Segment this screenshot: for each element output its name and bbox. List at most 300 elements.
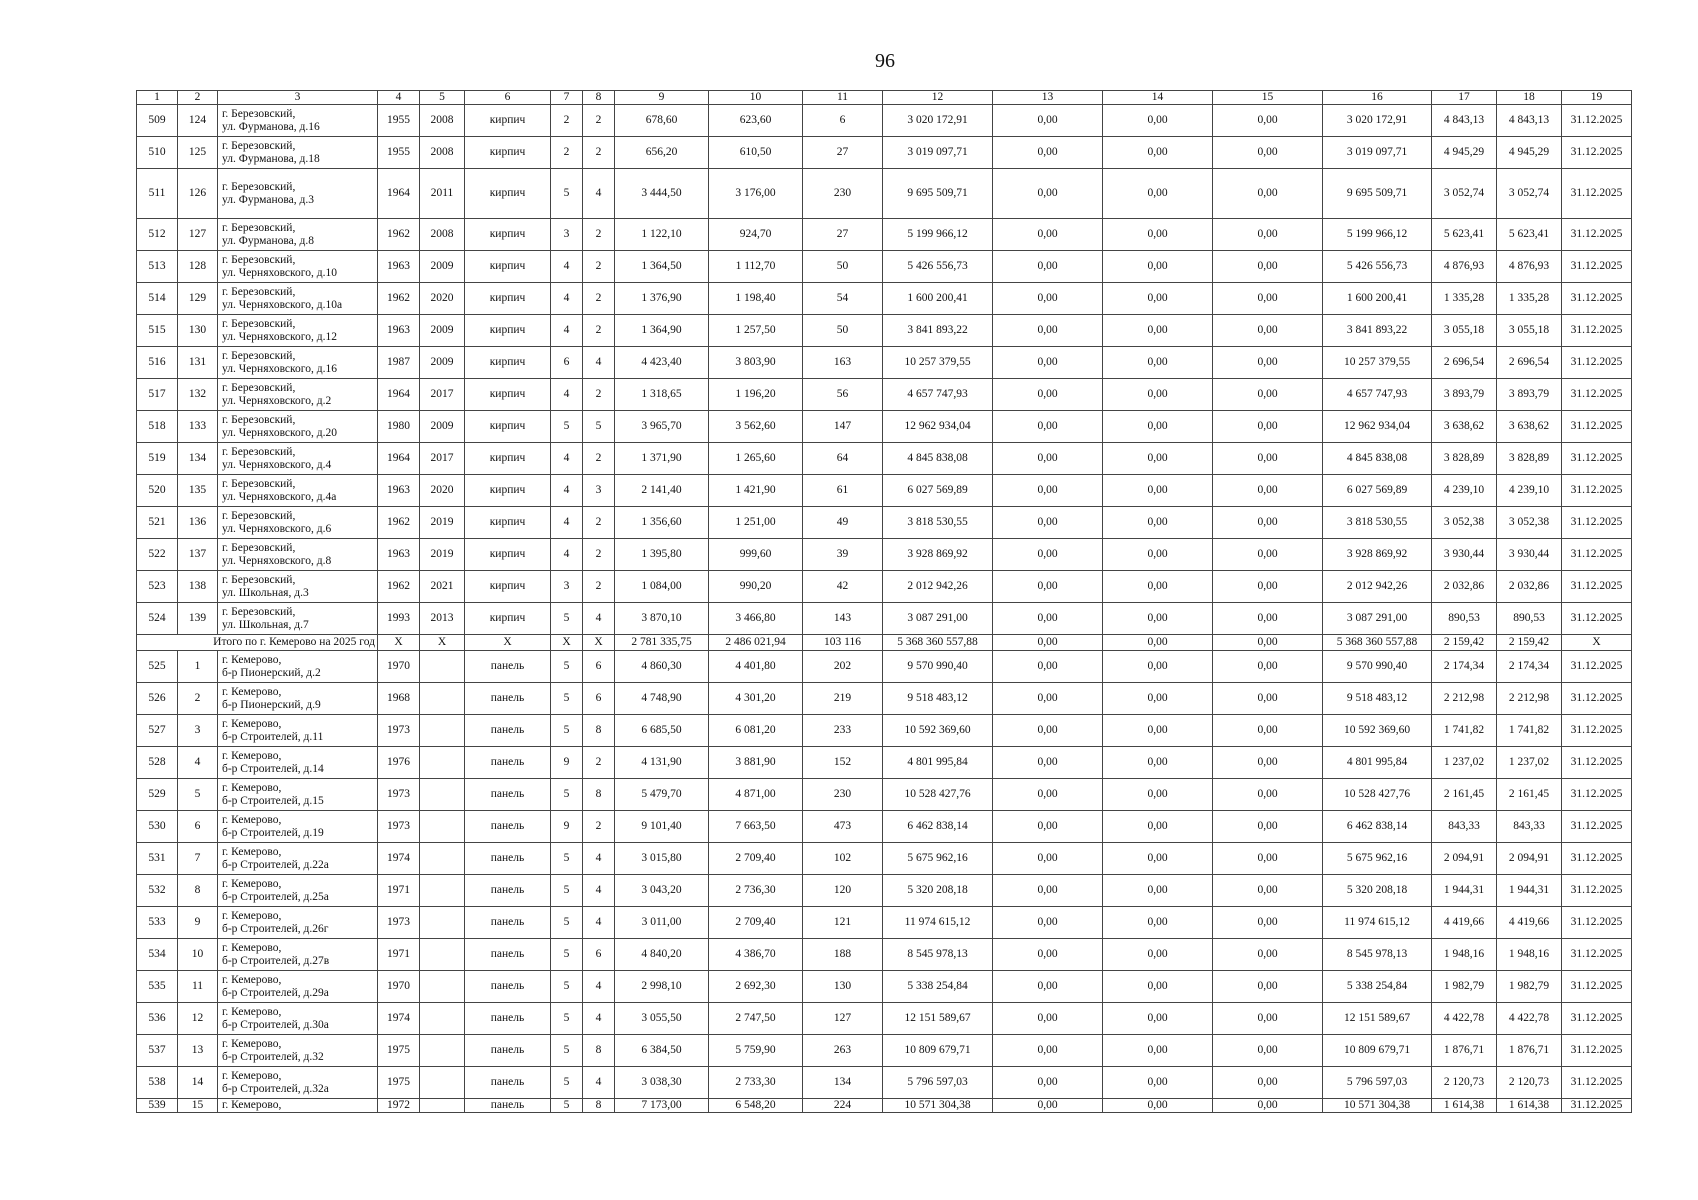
cost-14: 0,00 <box>1103 411 1213 443</box>
total-cost: 12 151 589,67 <box>883 1003 993 1035</box>
address-city: г. Березовский, <box>222 541 296 554</box>
year-repair <box>420 939 465 971</box>
row-number: 534 <box>137 939 178 971</box>
cost-14: 0,00 <box>1103 475 1213 507</box>
row-number: 517 <box>137 379 178 411</box>
unit-cost-18: 1 614,38 <box>1497 1099 1562 1113</box>
living-area: 4 386,70 <box>709 939 803 971</box>
row-number: 516 <box>137 347 178 379</box>
deadline: 31.12.2025 <box>1562 539 1632 571</box>
unit-cost-18: 1 237,02 <box>1497 747 1562 779</box>
total-row <box>137 635 1632 651</box>
housing-register-table <box>136 90 1632 1113</box>
address-street: б-р Строителей, д.22а <box>222 858 329 871</box>
cost-16: 5 199 966,12 <box>1323 219 1432 251</box>
column-number-cell: 7 <box>551 91 583 105</box>
cost-13: 0,00 <box>993 539 1103 571</box>
cost-14: 0,00 <box>1103 811 1213 843</box>
column-number-cell: 8 <box>583 91 615 105</box>
wall-material: панель <box>465 907 551 939</box>
address-cell <box>218 939 378 971</box>
row-number: 519 <box>137 443 178 475</box>
total-cost: 10 528 427,76 <box>883 779 993 811</box>
residents: 143 <box>803 603 883 635</box>
cost-16: 12 962 934,04 <box>1323 411 1432 443</box>
cost-15: 0,00 <box>1213 1067 1323 1099</box>
cost-14: 0,00 <box>1103 1003 1213 1035</box>
unit-cost-17: 2 120,73 <box>1432 1067 1497 1099</box>
cost-13: 0,00 <box>993 1035 1103 1067</box>
entrances: 4 <box>583 603 615 635</box>
column-number-cell: 9 <box>615 91 709 105</box>
row-number: 525 <box>137 651 178 683</box>
year-built: 1963 <box>378 475 420 507</box>
cost-15: 0,00 <box>1213 539 1323 571</box>
cost-16: 3 818 530,55 <box>1323 507 1432 539</box>
residents: 6 <box>803 105 883 137</box>
column-number-cell: 10 <box>709 91 803 105</box>
address-street: б-р Строителей, д.14 <box>222 762 324 775</box>
entrances: 2 <box>583 747 615 779</box>
address-cell <box>218 747 378 779</box>
cost-16: 6 462 838,14 <box>1323 811 1432 843</box>
floors: 5 <box>551 1035 583 1067</box>
wall-material: кирпич <box>465 105 551 137</box>
wall-material: панель <box>465 683 551 715</box>
table-row <box>137 1035 1632 1067</box>
total-cost: 5 199 966,12 <box>883 219 993 251</box>
row-number: 518 <box>137 411 178 443</box>
cost-13: 0,00 <box>993 251 1103 283</box>
table-row <box>137 571 1632 603</box>
address-street: б-р Строителей, д.19 <box>222 826 324 839</box>
total-cost: 5 426 556,73 <box>883 251 993 283</box>
year-repair <box>420 683 465 715</box>
address-city: г. Березовский, <box>222 605 296 618</box>
cost-16: 9 518 483,12 <box>1323 683 1432 715</box>
total-cost: 5 338 254,84 <box>883 971 993 1003</box>
cost-13: 0,00 <box>993 507 1103 539</box>
address-city: г. Кемерово, <box>222 781 282 794</box>
address-street: б-р Строителей, д.29а <box>222 986 329 999</box>
address-cell <box>218 283 378 315</box>
row-number: 529 <box>137 779 178 811</box>
year-repair: 2013 <box>420 603 465 635</box>
address-cell <box>218 1035 378 1067</box>
floors: 4 <box>551 539 583 571</box>
year-repair <box>420 811 465 843</box>
year-built: 1993 <box>378 603 420 635</box>
entrances: 8 <box>583 779 615 811</box>
total-area: 1 364,50 <box>615 251 709 283</box>
residents: 473 <box>803 811 883 843</box>
year-repair <box>420 907 465 939</box>
address-street: ул. Черняховского, д.10а <box>222 298 343 311</box>
living-area: 3 466,80 <box>709 603 803 635</box>
wall-material: кирпич <box>465 411 551 443</box>
address-city: г. Березовский, <box>222 221 296 234</box>
floors: 4 <box>551 283 583 315</box>
cost-13: 0,00 <box>993 169 1103 219</box>
table-row <box>137 779 1632 811</box>
address-cell <box>218 137 378 169</box>
wall-material: панель <box>465 1067 551 1099</box>
row-number: 538 <box>137 1067 178 1099</box>
address-cell <box>218 875 378 907</box>
row-number: 513 <box>137 251 178 283</box>
cost-16: 4 657 747,93 <box>1323 379 1432 411</box>
cost-15: 0,00 <box>1213 251 1323 283</box>
residents: 233 <box>803 715 883 747</box>
floors: 5 <box>551 939 583 971</box>
address-street: ул. Черняховского, д.2 <box>222 394 332 407</box>
unit-cost-18: 843,33 <box>1497 811 1562 843</box>
cost-14: 0,00 <box>1103 219 1213 251</box>
address-cell <box>218 379 378 411</box>
total-cost: 2 012 942,26 <box>883 571 993 603</box>
unit-cost-18: 3 055,18 <box>1497 315 1562 347</box>
cost-16: 5 320 208,18 <box>1323 875 1432 907</box>
floors: 5 <box>551 1067 583 1099</box>
unit-cost-18: 5 623,41 <box>1497 219 1562 251</box>
cost-14: 0,00 <box>1103 169 1213 219</box>
residents: 134 <box>803 1067 883 1099</box>
floors: 4 <box>551 507 583 539</box>
row-number: 536 <box>137 1003 178 1035</box>
unit-cost-18: 3 638,62 <box>1497 411 1562 443</box>
cost-15: 0,00 <box>1213 105 1323 137</box>
address-cell <box>218 411 378 443</box>
cost-14: 0,00 <box>1103 683 1213 715</box>
entrances: 4 <box>583 971 615 1003</box>
wall-material: кирпич <box>465 283 551 315</box>
total-cost: 4 801 995,84 <box>883 747 993 779</box>
total-area: 1 122,10 <box>615 219 709 251</box>
year-built: 1964 <box>378 379 420 411</box>
deadline: 31.12.2025 <box>1562 603 1632 635</box>
year-repair: 2009 <box>420 315 465 347</box>
unit-cost-17: 4 239,10 <box>1432 475 1497 507</box>
row-index: 127 <box>178 219 218 251</box>
row-number: 526 <box>137 683 178 715</box>
address-city: г. Березовский, <box>222 253 296 266</box>
address-street: ул. Черняховского, д.6 <box>222 522 332 535</box>
floors: 4 <box>551 379 583 411</box>
cost-16: 3 841 893,22 <box>1323 315 1432 347</box>
address-city: г. Березовский, <box>222 509 296 522</box>
total-area: 3 015,80 <box>615 843 709 875</box>
total-cost: 10 571 304,38 <box>883 1099 993 1113</box>
total-area: 4 860,30 <box>615 651 709 683</box>
row-number: 510 <box>137 137 178 169</box>
year-repair: 2009 <box>420 411 465 443</box>
address-city: г. Кемерово, <box>222 1037 282 1050</box>
year-built: 1973 <box>378 715 420 747</box>
cost-14: 0,00 <box>1103 1035 1213 1067</box>
entrances: 2 <box>583 137 615 169</box>
cost-16: 3 928 869,92 <box>1323 539 1432 571</box>
residents: 219 <box>803 683 883 715</box>
address-street: ул. Черняховского, д.10 <box>222 266 337 279</box>
cost-14: 0,00 <box>1103 603 1213 635</box>
address-cell <box>218 683 378 715</box>
cost-16: 5 426 556,73 <box>1323 251 1432 283</box>
total-cost: 9 518 483,12 <box>883 683 993 715</box>
unit-cost-18: 4 945,29 <box>1497 137 1562 169</box>
unit-cost-18: 1 741,82 <box>1497 715 1562 747</box>
total-cell: 2 486 021,94 <box>709 635 803 651</box>
address-street: ул. Фурманова, д.18 <box>222 152 320 165</box>
deadline: 31.12.2025 <box>1562 315 1632 347</box>
residents: 64 <box>803 443 883 475</box>
page-number: 96 <box>875 50 895 72</box>
residents: 49 <box>803 507 883 539</box>
unit-cost-17: 3 930,44 <box>1432 539 1497 571</box>
cost-15: 0,00 <box>1213 379 1323 411</box>
floors: 9 <box>551 811 583 843</box>
deadline: 31.12.2025 <box>1562 251 1632 283</box>
residents: 27 <box>803 137 883 169</box>
total-cell: X <box>1562 635 1632 651</box>
residents: 102 <box>803 843 883 875</box>
total-area: 3 055,50 <box>615 1003 709 1035</box>
column-number-cell: 17 <box>1432 91 1497 105</box>
cost-13: 0,00 <box>993 1099 1103 1113</box>
row-index: 135 <box>178 475 218 507</box>
unit-cost-17: 1 237,02 <box>1432 747 1497 779</box>
cost-16: 8 545 978,13 <box>1323 939 1432 971</box>
total-cost: 12 962 934,04 <box>883 411 993 443</box>
table-row <box>137 747 1632 779</box>
total-area: 6 685,50 <box>615 715 709 747</box>
entrances: 4 <box>583 169 615 219</box>
living-area: 2 709,40 <box>709 907 803 939</box>
residents: 39 <box>803 539 883 571</box>
wall-material: панель <box>465 747 551 779</box>
floors: 3 <box>551 219 583 251</box>
year-built: 1970 <box>378 971 420 1003</box>
address-street: ул. Фурманова, д.8 <box>222 234 314 247</box>
address-city: г. Березовский, <box>222 477 296 490</box>
unit-cost-18: 2 120,73 <box>1497 1067 1562 1099</box>
address-cell <box>218 571 378 603</box>
unit-cost-17: 5 623,41 <box>1432 219 1497 251</box>
living-area: 3 881,90 <box>709 747 803 779</box>
year-repair <box>420 1035 465 1067</box>
entrances: 8 <box>583 715 615 747</box>
cost-13: 0,00 <box>993 411 1103 443</box>
cost-15: 0,00 <box>1213 443 1323 475</box>
row-number: 520 <box>137 475 178 507</box>
cost-13: 0,00 <box>993 683 1103 715</box>
year-built: 1955 <box>378 105 420 137</box>
unit-cost-18: 2 032,86 <box>1497 571 1562 603</box>
cost-14: 0,00 <box>1103 939 1213 971</box>
row-number: 528 <box>137 747 178 779</box>
address-city: г. Кемерово, <box>222 1005 282 1018</box>
row-index: 12 <box>178 1003 218 1035</box>
residents: 61 <box>803 475 883 507</box>
year-repair: 2019 <box>420 539 465 571</box>
table-row <box>137 843 1632 875</box>
address-street: б-р Пионерский, д.2 <box>222 666 321 679</box>
entrances: 2 <box>583 443 615 475</box>
row-index: 15 <box>178 1099 218 1113</box>
unit-cost-17: 3 638,62 <box>1432 411 1497 443</box>
row-number: 521 <box>137 507 178 539</box>
table-row <box>137 1067 1632 1099</box>
total-area: 3 011,00 <box>615 907 709 939</box>
cost-14: 0,00 <box>1103 315 1213 347</box>
total-area: 1 371,90 <box>615 443 709 475</box>
entrances: 8 <box>583 1035 615 1067</box>
unit-cost-17: 3 828,89 <box>1432 443 1497 475</box>
address-city: г. Кемерово, <box>222 653 282 666</box>
cost-15: 0,00 <box>1213 1099 1323 1113</box>
year-repair <box>420 1003 465 1035</box>
address-street: б-р Пионерский, д.9 <box>222 698 321 711</box>
unit-cost-17: 1 876,71 <box>1432 1035 1497 1067</box>
column-number-cell: 12 <box>883 91 993 105</box>
total-area: 4 840,20 <box>615 939 709 971</box>
address-street: ул. Черняховского, д.4а <box>222 490 337 503</box>
unit-cost-17: 4 945,29 <box>1432 137 1497 169</box>
row-number: 514 <box>137 283 178 315</box>
unit-cost-18: 3 052,38 <box>1497 507 1562 539</box>
column-number-cell: 19 <box>1562 91 1632 105</box>
cost-15: 0,00 <box>1213 219 1323 251</box>
row-number: 524 <box>137 603 178 635</box>
year-repair <box>420 875 465 907</box>
living-area: 4 401,80 <box>709 651 803 683</box>
row-index: 137 <box>178 539 218 571</box>
residents: 127 <box>803 1003 883 1035</box>
total-area: 1 318,65 <box>615 379 709 411</box>
row-number: 512 <box>137 219 178 251</box>
cost-13: 0,00 <box>993 747 1103 779</box>
living-area: 3 176,00 <box>709 169 803 219</box>
deadline: 31.12.2025 <box>1562 443 1632 475</box>
floors: 5 <box>551 651 583 683</box>
residents: 54 <box>803 283 883 315</box>
table-row <box>137 811 1632 843</box>
row-index: 130 <box>178 315 218 347</box>
row-index: 133 <box>178 411 218 443</box>
unit-cost-18: 4 422,78 <box>1497 1003 1562 1035</box>
unit-cost-18: 2 161,45 <box>1497 779 1562 811</box>
address-cell <box>218 907 378 939</box>
entrances: 4 <box>583 1003 615 1035</box>
wall-material: панель <box>465 843 551 875</box>
unit-cost-17: 4 422,78 <box>1432 1003 1497 1035</box>
year-repair <box>420 651 465 683</box>
unit-cost-17: 1 614,38 <box>1432 1099 1497 1113</box>
cost-15: 0,00 <box>1213 875 1323 907</box>
living-area: 1 198,40 <box>709 283 803 315</box>
cost-16: 2 012 942,26 <box>1323 571 1432 603</box>
wall-material: панель <box>465 875 551 907</box>
year-repair: 2008 <box>420 137 465 169</box>
cost-16: 5 796 597,03 <box>1323 1067 1432 1099</box>
cost-13: 0,00 <box>993 715 1103 747</box>
row-index: 6 <box>178 811 218 843</box>
cost-13: 0,00 <box>993 603 1103 635</box>
address-city: г. Кемерово, <box>222 685 282 698</box>
floors: 2 <box>551 105 583 137</box>
unit-cost-17: 3 893,79 <box>1432 379 1497 411</box>
cost-16: 6 027 569,89 <box>1323 475 1432 507</box>
living-area: 2 692,30 <box>709 971 803 1003</box>
row-index: 9 <box>178 907 218 939</box>
cost-14: 0,00 <box>1103 251 1213 283</box>
year-repair <box>420 747 465 779</box>
wall-material: кирпич <box>465 539 551 571</box>
row-number: 532 <box>137 875 178 907</box>
cost-15: 0,00 <box>1213 137 1323 169</box>
unit-cost-18: 4 843,13 <box>1497 105 1562 137</box>
address-cell <box>218 1099 378 1113</box>
cost-14: 0,00 <box>1103 1099 1213 1113</box>
unit-cost-17: 3 052,38 <box>1432 507 1497 539</box>
deadline: 31.12.2025 <box>1562 475 1632 507</box>
unit-cost-17: 2 174,34 <box>1432 651 1497 683</box>
table-row <box>137 1003 1632 1035</box>
column-number-cell: 11 <box>803 91 883 105</box>
year-repair <box>420 971 465 1003</box>
unit-cost-17: 2 032,86 <box>1432 571 1497 603</box>
row-number: 535 <box>137 971 178 1003</box>
cost-15: 0,00 <box>1213 169 1323 219</box>
cost-14: 0,00 <box>1103 747 1213 779</box>
address-cell <box>218 169 378 219</box>
floors: 5 <box>551 907 583 939</box>
total-cost: 1 600 200,41 <box>883 283 993 315</box>
entrances: 4 <box>583 347 615 379</box>
wall-material: кирпич <box>465 475 551 507</box>
deadline: 31.12.2025 <box>1562 411 1632 443</box>
cost-16: 5 338 254,84 <box>1323 971 1432 1003</box>
cost-14: 0,00 <box>1103 715 1213 747</box>
total-area: 3 043,20 <box>615 875 709 907</box>
entrances: 2 <box>583 251 615 283</box>
table-row <box>137 379 1632 411</box>
row-number: 539 <box>137 1099 178 1113</box>
deadline: 31.12.2025 <box>1562 571 1632 603</box>
residents: 202 <box>803 651 883 683</box>
total-cell: X <box>378 635 420 651</box>
unit-cost-18: 2 094,91 <box>1497 843 1562 875</box>
year-built: 1962 <box>378 283 420 315</box>
address-street: ул. Фурманова, д.16 <box>222 120 320 133</box>
cost-16: 9 695 509,71 <box>1323 169 1432 219</box>
total-cost: 3 087 291,00 <box>883 603 993 635</box>
deadline: 31.12.2025 <box>1562 219 1632 251</box>
cost-15: 0,00 <box>1213 411 1323 443</box>
total-area: 3 444,50 <box>615 169 709 219</box>
address-street: ул. Черняховского, д.20 <box>222 426 337 439</box>
cost-13: 0,00 <box>993 105 1103 137</box>
address-city: г. Кемерово, <box>222 813 282 826</box>
entrances: 4 <box>583 1067 615 1099</box>
residents: 121 <box>803 907 883 939</box>
total-area: 5 479,70 <box>615 779 709 811</box>
unit-cost-17: 843,33 <box>1432 811 1497 843</box>
row-number: 509 <box>137 105 178 137</box>
cost-14: 0,00 <box>1103 571 1213 603</box>
residents: 263 <box>803 1035 883 1067</box>
table-row <box>137 137 1632 169</box>
living-area: 999,60 <box>709 539 803 571</box>
